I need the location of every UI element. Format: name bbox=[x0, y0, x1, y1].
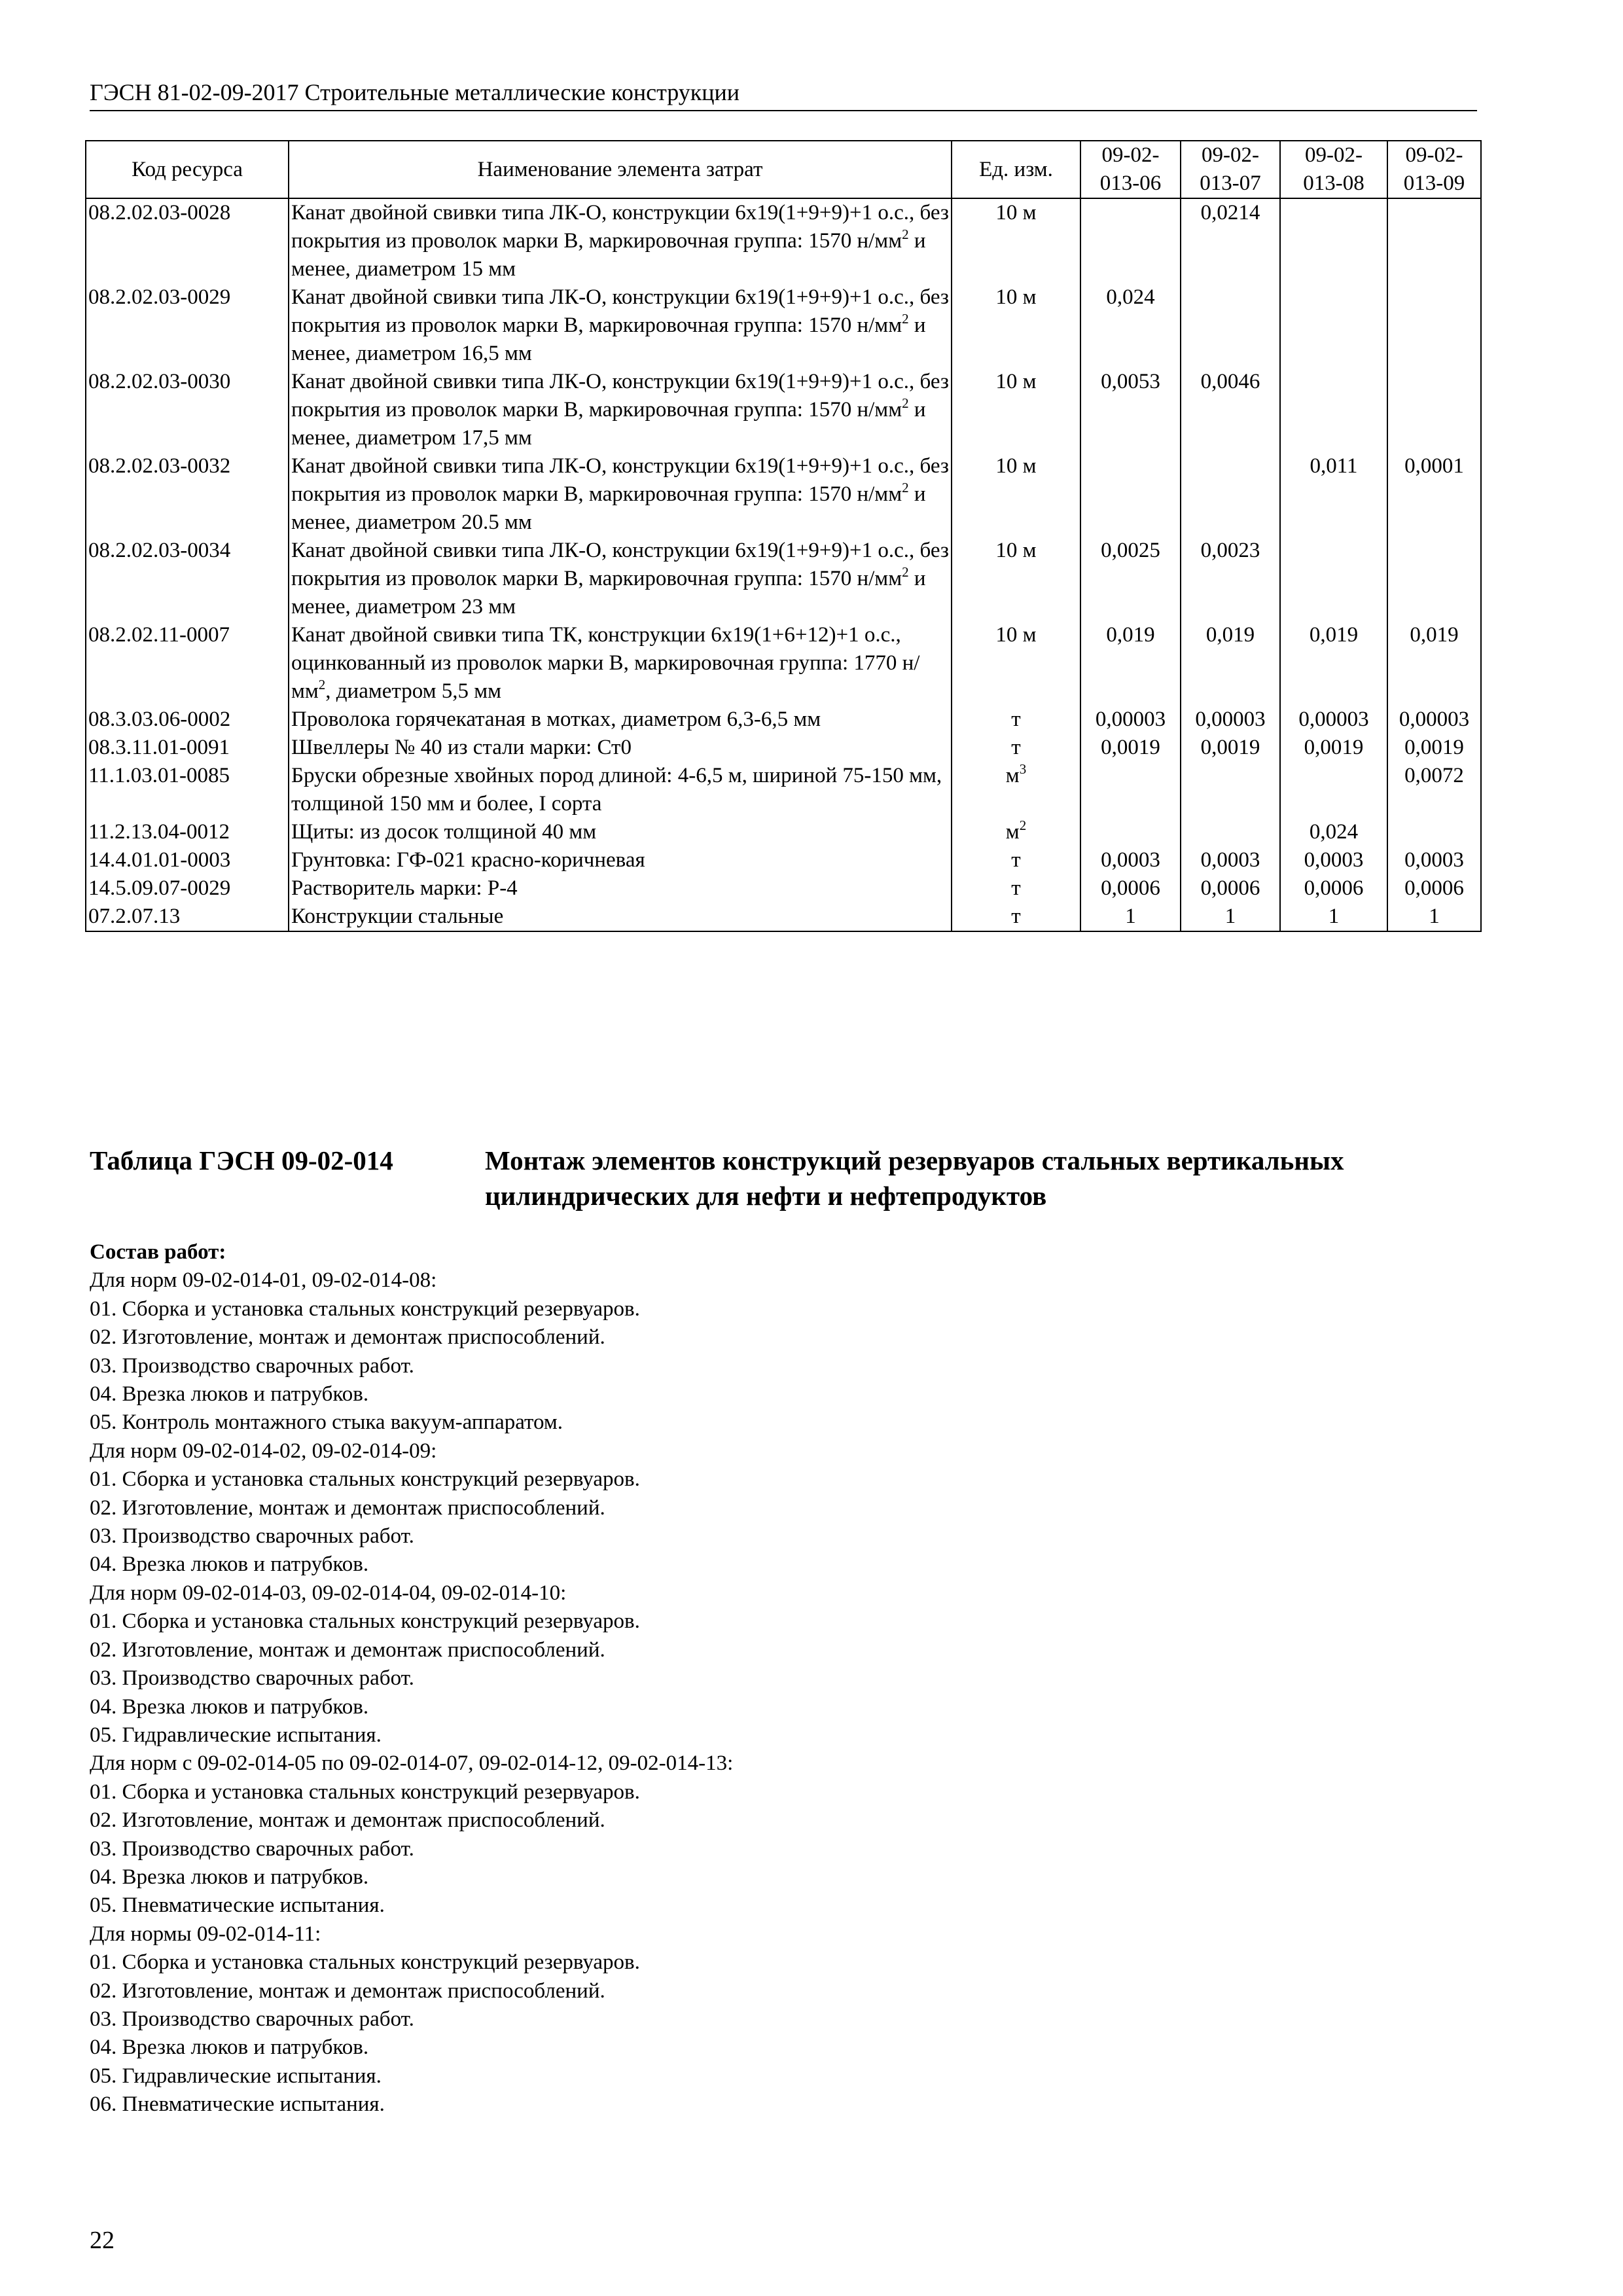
works-line: 02. Изготовление, монтаж и демонтаж приспособлений. bbox=[90, 1325, 605, 1350]
works-line: 04. Врезка люков и патрубков. bbox=[90, 2036, 369, 2060]
norm-value: 0,00003 bbox=[1280, 706, 1387, 734]
resource-code: 08.2.02.03-0030 bbox=[86, 368, 289, 452]
col-header-name: Наименование элемента затрат bbox=[289, 141, 952, 198]
resource-code: 08.2.02.03-0034 bbox=[86, 537, 289, 621]
works-line: Для норм 09-02-014-02, 09-02-014-09: bbox=[90, 1439, 437, 1463]
works-line: 04. Врезка люков и патрубков. bbox=[90, 1865, 369, 1889]
norm-value: 0,0046 bbox=[1181, 368, 1280, 452]
norm-value: 0,0006 bbox=[1280, 874, 1387, 903]
works-line: 03. Производство сварочных работ. bbox=[90, 1837, 414, 1861]
norm-value: 1 bbox=[1280, 903, 1387, 931]
resource-code: 08.2.02.03-0032 bbox=[86, 452, 289, 537]
norm-value: 0,024 bbox=[1080, 283, 1181, 368]
resource-name: Щиты: из досок толщиной 40 мм bbox=[289, 818, 952, 846]
norm-value bbox=[1080, 818, 1181, 846]
works-line: 03. Производство сварочных работ. bbox=[90, 1354, 414, 1378]
resource-unit: т bbox=[952, 706, 1080, 734]
resource-name: Канат двойной свивки типа ТК, конструкции 6х19(1+6+12)+1 о.с., оцинкованный из проволок марки В, маркировочная группа: 1770 $н/мм^2$, диаметром 5,5 мм bbox=[289, 621, 952, 706]
norm-value: 1 bbox=[1080, 903, 1181, 931]
resource-code: 11.2.13.04-0012 bbox=[86, 818, 289, 846]
norm-value: 0,0003 bbox=[1280, 846, 1387, 874]
resource-unit: т bbox=[952, 846, 1080, 874]
resource-code: 14.4.01.01-0003 bbox=[86, 846, 289, 874]
table-row bbox=[86, 706, 1481, 734]
works-line: 02. Изготовление, монтаж и демонтаж приспособлений. bbox=[90, 1808, 605, 1833]
works-composition bbox=[90, 1238, 1399, 2119]
norm-value: 0,024 bbox=[1280, 818, 1387, 846]
norm-value: 0,019 bbox=[1080, 621, 1181, 706]
resource-unit: 10 м bbox=[952, 452, 1080, 537]
works-line: 04. Врезка люков и патрубков. bbox=[90, 1695, 369, 1719]
table-row bbox=[86, 537, 1481, 621]
resource-unit: т bbox=[952, 734, 1080, 762]
norm-value: 0,019 bbox=[1181, 621, 1280, 706]
col-header-norm: 09-02- 013-06 bbox=[1080, 141, 1181, 198]
resource-unit: т bbox=[952, 874, 1080, 903]
norm-value bbox=[1387, 283, 1481, 368]
works-line: 05. Гидравлические испытания. bbox=[90, 2064, 382, 2088]
resource-name: Швеллеры № 40 из стали марки: Ст0 bbox=[289, 734, 952, 762]
col-header-norm: 09-02- 013-08 bbox=[1280, 141, 1387, 198]
table-title: Монтаж элементов конструкций резервуаров стальных вертикальных цилиндрических для нефти и нефтепродуктов bbox=[485, 1145, 1344, 1211]
resource-code: 08.3.11.01-0091 bbox=[86, 734, 289, 762]
norm-value bbox=[1280, 368, 1387, 452]
norm-value bbox=[1280, 283, 1387, 368]
resource-name: Растворитель марки: Р-4 bbox=[289, 874, 952, 903]
norm-value bbox=[1080, 762, 1181, 818]
table-row bbox=[86, 198, 1481, 283]
resource-code: 08.2.02.03-0028 bbox=[86, 198, 289, 283]
norm-value bbox=[1080, 198, 1181, 283]
norm-value: 0,00003 bbox=[1181, 706, 1280, 734]
norm-value bbox=[1181, 452, 1280, 537]
resource-unit: $м^2$ bbox=[952, 818, 1080, 846]
resource-name: Бруски обрезные хвойных пород длиной: 4-6,5 м, шириной 75-150 мм, толщиной 150 мм и более, I сорта bbox=[289, 762, 952, 818]
norm-value: 0,0006 bbox=[1181, 874, 1280, 903]
col-header-unit: Ед. изм. bbox=[952, 141, 1080, 198]
norm-value: 0,019 bbox=[1387, 621, 1481, 706]
works-line: 05. Гидравлические испытания. bbox=[90, 1723, 382, 1747]
norm-value: 0,0019 bbox=[1080, 734, 1181, 762]
works-list bbox=[90, 1266, 1399, 2119]
resource-code: 11.1.03.01-0085 bbox=[86, 762, 289, 818]
norm-value bbox=[1387, 818, 1481, 846]
works-line: 01. Сборка и установка стальных конструкций резервуаров. bbox=[90, 1950, 640, 1975]
resources-table bbox=[85, 140, 1482, 932]
resource-unit: 10 м bbox=[952, 368, 1080, 452]
works-line: 01. Сборка и установка стальных конструкций резервуаров. bbox=[90, 1297, 640, 1321]
works-line: Для норм 09-02-014-03, 09-02-014-04, 09-02-014-10: bbox=[90, 1581, 567, 1605]
works-line: 03. Производство сварочных работ. bbox=[90, 1666, 414, 1691]
resource-code: 08.2.02.11-0007 bbox=[86, 621, 289, 706]
resource-name: Канат двойной свивки типа ЛК-О, конструкции 6х19(1+9+9)+1 о.с., без покрытия из проволок марки В, маркировочная группа: 1570 $н/мм^2$ и менее, диаметром 16,5 мм bbox=[289, 283, 952, 368]
table-row bbox=[86, 846, 1481, 874]
resource-name: Проволока горячекатаная в мотках, диаметром 6,3-6,5 мм bbox=[289, 706, 952, 734]
table-row bbox=[86, 283, 1481, 368]
works-title: Состав работ: bbox=[90, 1240, 226, 1264]
resource-unit: т bbox=[952, 903, 1080, 931]
table-row bbox=[86, 368, 1481, 452]
table-row bbox=[86, 734, 1481, 762]
page-number: 22 bbox=[90, 2227, 115, 2254]
resource-code: 08.2.02.03-0029 bbox=[86, 283, 289, 368]
works-line: Для норм 09-02-014-01, 09-02-014-08: bbox=[90, 1268, 437, 1293]
norm-value: 0,0006 bbox=[1387, 874, 1481, 903]
resource-name: Конструкции стальные bbox=[289, 903, 952, 931]
resource-unit: 10 м bbox=[952, 198, 1080, 283]
col-header-code: Код ресурса bbox=[86, 141, 289, 198]
works-line: 06. Пневматические испытания. bbox=[90, 2092, 385, 2117]
table-row bbox=[86, 762, 1481, 818]
table-row bbox=[86, 621, 1481, 706]
table-row bbox=[86, 903, 1481, 931]
norm-value bbox=[1181, 762, 1280, 818]
norm-value: 0,0006 bbox=[1080, 874, 1181, 903]
norm-value: 0,0025 bbox=[1080, 537, 1181, 621]
table-header-row bbox=[86, 141, 1481, 198]
works-line: 04. Врезка люков и патрубков. bbox=[90, 1382, 369, 1407]
norm-value: 0,0214 bbox=[1181, 198, 1280, 283]
norm-value: 0,0001 bbox=[1387, 452, 1481, 537]
running-header: ГЭСН 81-02-09-2017 Строительные металлические конструкции bbox=[90, 77, 1477, 111]
norm-value bbox=[1387, 368, 1481, 452]
resource-name: Канат двойной свивки типа ЛК-О, конструкции 6х19(1+9+9)+1 о.с., без покрытия из проволок марки В, маркировочная группа: 1570 $н/мм^2$ и менее, диаметром 23 мм bbox=[289, 537, 952, 621]
resource-code: 08.3.03.06-0002 bbox=[86, 706, 289, 734]
table-row bbox=[86, 452, 1481, 537]
table-row bbox=[86, 874, 1481, 903]
norm-value: 1 bbox=[1387, 903, 1481, 931]
works-line: 05. Контроль монтажного стыка вакуум-аппаратом. bbox=[90, 1410, 563, 1435]
norm-value: 0,0003 bbox=[1181, 846, 1280, 874]
works-line: 02. Изготовление, монтаж и демонтаж приспособлений. bbox=[90, 1496, 605, 1520]
norm-value: 0,00003 bbox=[1387, 706, 1481, 734]
works-line: 01. Сборка и установка стальных конструкций резервуаров. bbox=[90, 1780, 640, 1804]
norm-value: 0,011 bbox=[1280, 452, 1387, 537]
norm-value: 0,0053 bbox=[1080, 368, 1181, 452]
norm-value: 0,0019 bbox=[1387, 734, 1481, 762]
works-line: 02. Изготовление, монтаж и демонтаж приспособлений. bbox=[90, 1979, 605, 2003]
resource-name: Канат двойной свивки типа ЛК-О, конструкции 6х19(1+9+9)+1 о.с., без покрытия из проволок марки В, маркировочная группа: 1570 $н/мм^2$ и менее, диаметром 20.5 мм bbox=[289, 452, 952, 537]
norm-value bbox=[1181, 818, 1280, 846]
resource-unit: 10 м bbox=[952, 283, 1080, 368]
norm-value bbox=[1387, 537, 1481, 621]
norm-value: 0,019 bbox=[1280, 621, 1387, 706]
works-line: Для нормы 09-02-014-11: bbox=[90, 1922, 321, 1946]
resource-name: Грунтовка: ГФ-021 красно-коричневая bbox=[289, 846, 952, 874]
norm-value bbox=[1080, 452, 1181, 537]
resource-code: 14.5.09.07-0029 bbox=[86, 874, 289, 903]
works-line: 05. Пневматические испытания. bbox=[90, 1893, 385, 1918]
norm-value bbox=[1280, 198, 1387, 283]
resource-name: Канат двойной свивки типа ЛК-О, конструкции 6х19(1+9+9)+1 о.с., без покрытия из проволок марки В, маркировочная группа: 1570 $н/мм^2$ и менее, диаметром 15 мм bbox=[289, 198, 952, 283]
norm-value: 0,0019 bbox=[1280, 734, 1387, 762]
works-line: 02. Изготовление, монтаж и демонтаж приспособлений. bbox=[90, 1638, 605, 1662]
norm-value: 0,0019 bbox=[1181, 734, 1280, 762]
norm-value bbox=[1280, 762, 1387, 818]
resource-unit: 10 м bbox=[952, 537, 1080, 621]
norm-value bbox=[1280, 537, 1387, 621]
resource-unit: 10 м bbox=[952, 621, 1080, 706]
works-line: 04. Врезка люков и патрубков. bbox=[90, 1552, 369, 1577]
works-line: 01. Сборка и установка стальных конструкций резервуаров. bbox=[90, 1609, 640, 1634]
table-number: Таблица ГЭСН 09-02-014 bbox=[90, 1145, 393, 1175]
norm-value: 0,0072 bbox=[1387, 762, 1481, 818]
norm-value bbox=[1181, 283, 1280, 368]
works-line: 01. Сборка и установка стальных конструкций резервуаров. bbox=[90, 1467, 640, 1492]
norm-value: 0,0023 bbox=[1181, 537, 1280, 621]
resource-code: 07.2.07.13 bbox=[86, 903, 289, 931]
norm-value bbox=[1387, 198, 1481, 283]
col-header-norm: 09-02- 013-07 bbox=[1181, 141, 1280, 198]
works-line: 03. Производство сварочных работ. bbox=[90, 2007, 414, 2031]
table-row bbox=[86, 818, 1481, 846]
norm-value: 1 bbox=[1181, 903, 1280, 931]
works-line: Для норм с 09-02-014-05 по 09-02-014-07, 09-02-014-12, 09-02-014-13: bbox=[90, 1751, 734, 1776]
works-line: 03. Производство сварочных работ. bbox=[90, 1524, 414, 1549]
col-header-norm: 09-02- 013-09 bbox=[1387, 141, 1481, 198]
norm-value: 0,0003 bbox=[1080, 846, 1181, 874]
norm-value: 0,00003 bbox=[1080, 706, 1181, 734]
resource-name: Канат двойной свивки типа ЛК-О, конструкции 6х19(1+9+9)+1 о.с., без покрытия из проволок марки В, маркировочная группа: 1570 $н/мм^2$ и менее, диаметром 17,5 мм bbox=[289, 368, 952, 452]
norm-value: 0,0003 bbox=[1387, 846, 1481, 874]
resource-unit: $м^3$ bbox=[952, 762, 1080, 818]
